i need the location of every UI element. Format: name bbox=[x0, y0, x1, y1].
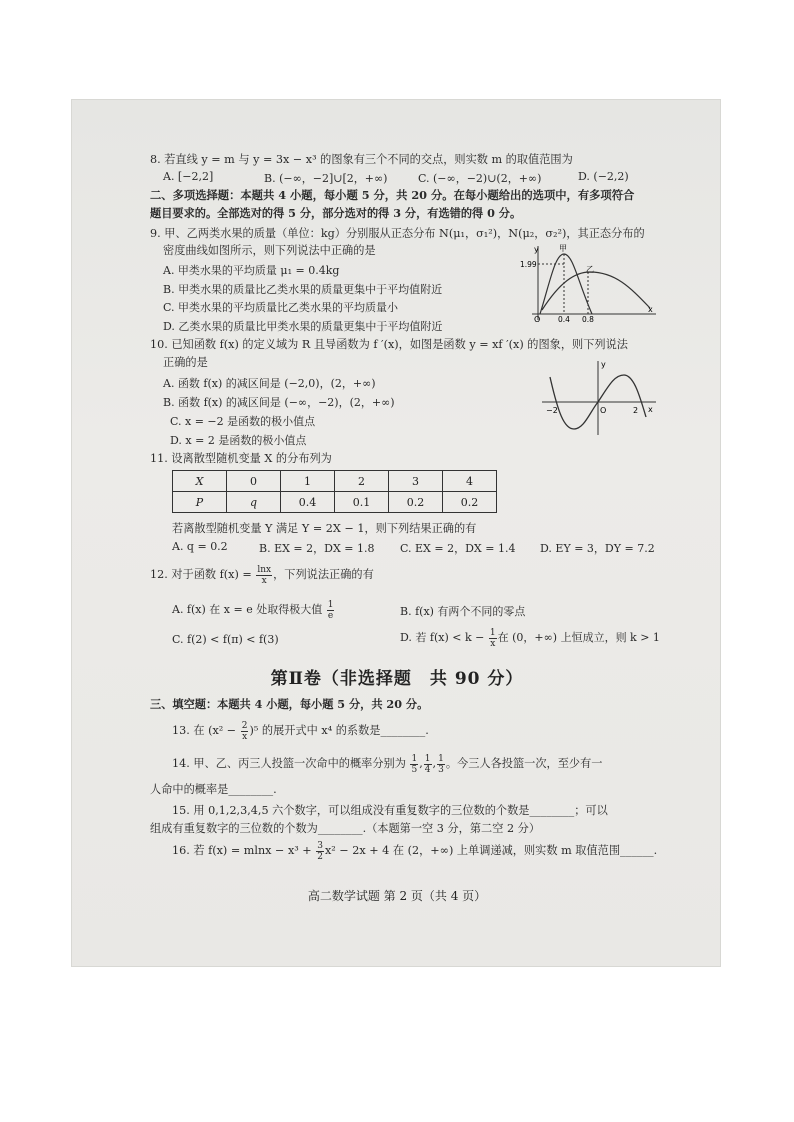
q13-text-a: 13. 在 (x² − bbox=[172, 724, 237, 737]
q16-num: 3 bbox=[317, 840, 323, 851]
q12-option-a-fraction bbox=[327, 600, 335, 621]
table-cell: 0.2 bbox=[389, 492, 443, 513]
q12-optD-num: 1 bbox=[489, 627, 496, 638]
q9-curve-label-yi: 乙 bbox=[586, 265, 594, 274]
q15-line1: 15. 用 0,1,2,3,4,5 六个数字，可以组成没有重复数字的三位数的个数是________；可以 bbox=[172, 804, 608, 817]
q11-distribution-table bbox=[172, 470, 497, 513]
q9-curve-yi bbox=[542, 272, 650, 310]
q13-num: 2 bbox=[241, 720, 248, 731]
table-cell: 0.4 bbox=[281, 492, 335, 513]
q10-x-tick-neg2: −2 bbox=[546, 406, 558, 415]
q9-option-d: D. 乙类水果的质量比甲类水果的质量更集中于平均值附近 bbox=[163, 320, 443, 333]
q10-option-a: A. 函数 f(x) 的减区间是 (−2,0)，(2，+∞) bbox=[163, 377, 376, 390]
q11-option-d: D. EY = 3，DY = 7.2 bbox=[540, 542, 655, 555]
q13-fraction bbox=[241, 721, 249, 742]
q10-x-label: x bbox=[648, 405, 653, 414]
table-cell: X bbox=[173, 471, 227, 492]
q12-option-b: B. f(x) 有两个不同的零点 bbox=[400, 605, 526, 618]
q9-x-tick-2: 0.8 bbox=[582, 315, 594, 322]
q14-f2-num: 1 bbox=[424, 753, 431, 764]
q14-f3-num: 1 bbox=[438, 753, 444, 764]
q12-option-d-text-a: D. 若 f(x) < k − bbox=[400, 631, 485, 644]
q12-stem-b: ，下列说法正确的有 bbox=[273, 568, 374, 581]
section2-line2: 题目要求的。全部选对的得 5 分，部分选对的得 3 分，有选错的得 0 分。 bbox=[150, 206, 522, 220]
q8-stem: 8. 若直线 y = m 与 y = 3x − x³ 的图象有三个不同的交点，则实数 m 的取值范围为 bbox=[150, 153, 573, 166]
q14-text-b: 。今三人各投篮一次，至少有一 bbox=[445, 757, 603, 770]
q11-stem: 11. 设离散型随机变量 X 的分布列为 bbox=[150, 452, 332, 465]
q12-option-d-fraction bbox=[489, 628, 497, 649]
q14-f1-den: 5 bbox=[411, 764, 418, 775]
q12-option-a bbox=[172, 598, 335, 622]
q14-fraction-1 bbox=[410, 754, 418, 775]
q9-y-label: y bbox=[534, 245, 539, 254]
q16-fraction bbox=[316, 841, 324, 862]
q9-stem-line1: 9. 甲、乙两类水果的质量（单位：kg）分别服从正态分布 N(μ₁，σ₁²)，N(μ₂，σ₂²)，其正态分布的 bbox=[150, 227, 645, 240]
q12-optD-den: x bbox=[490, 638, 496, 649]
table-cell: P bbox=[173, 492, 227, 513]
q9-normal-curve-graph bbox=[520, 242, 660, 322]
q14-f1-num: 1 bbox=[411, 753, 418, 764]
table-cell: 0.2 bbox=[443, 492, 497, 513]
q10-x-tick-2: 2 bbox=[633, 406, 639, 415]
q13 bbox=[172, 719, 429, 743]
q10-option-d: D. x = 2 是函数的极小值点 bbox=[170, 434, 307, 447]
table-cell: 3 bbox=[389, 471, 443, 492]
q14-text-a: 14. 甲、乙、丙三人投篮一次命中的概率分别为 bbox=[172, 757, 406, 770]
q12-stem-a: 12. 对于函数 f(x) = bbox=[150, 568, 252, 581]
table-row bbox=[173, 492, 497, 513]
q11-option-b: B. EX = 2，DX = 1.8 bbox=[259, 542, 375, 555]
q12-fraction bbox=[256, 565, 272, 586]
q14-line1: 14. 甲、乙、丙三人投篮一次命中的概率分别为 $\frac{1}{5}$ , $\frac{1}{4}$ , $\frac{1}{3}$ 。今三人各投篮一次，至少有一 bbox=[172, 753, 603, 775]
q9-option-b: B. 甲类水果的质量比乙类水果的质量更集中于平均值附近 bbox=[163, 283, 443, 296]
q16 bbox=[172, 839, 657, 863]
q8-option-c: C. (−∞，−2)∪(2，+∞) bbox=[418, 172, 542, 185]
q9-option-a: A. 甲类水果的平均质量 μ₁ = 0.4kg bbox=[163, 264, 340, 277]
q10-option-c: C. x = −2 是函数的极小值点 bbox=[170, 415, 316, 428]
q14-fraction-3 bbox=[437, 754, 445, 775]
q10-function-graph bbox=[540, 357, 660, 437]
table-cell: 0.1 bbox=[335, 492, 389, 513]
q12-optA-num: 1 bbox=[327, 599, 334, 610]
table-cell: 1 bbox=[281, 471, 335, 492]
q12-stem bbox=[150, 563, 374, 587]
q9-x-tick-1: 0.4 bbox=[558, 315, 570, 322]
q8-option-b: B. (−∞，−2]∪[2，+∞) bbox=[264, 172, 388, 185]
q12-option-a-text: A. f(x) 在 x = e 处取得极大值 bbox=[172, 603, 323, 616]
q12-option-c: C. f(2) < f(π) < f(3) bbox=[172, 633, 279, 646]
q12-frac-num: lnx bbox=[257, 564, 272, 575]
q16-text-a: 16. 若 f(x) = mlnx − x³ + bbox=[172, 844, 312, 857]
q9-x-label: x bbox=[648, 305, 653, 314]
q8-option-a: A. [−2,2] bbox=[163, 170, 214, 183]
q10-stem-line2: 正确的是 bbox=[163, 356, 208, 369]
q9-curve-jia bbox=[540, 254, 592, 314]
page-footer: 高二数学试题 第 2 页（共 4 页） bbox=[307, 889, 487, 903]
q9-option-c: C. 甲类水果的平均质量比乙类水果的平均质量小 bbox=[163, 301, 399, 314]
q11-option-c: C. EX = 2，DX = 1.4 bbox=[400, 542, 516, 555]
q9-curve-label-jia: 甲 bbox=[559, 244, 567, 253]
part2-title: 第Ⅱ卷（非选择题 共 90 分） bbox=[270, 669, 524, 689]
q11-stem-line2: 若离散型随机变量 Y 满足 Y = 2X − 1，则下列结果正确的有 bbox=[172, 522, 477, 535]
table-cell: 4 bbox=[443, 471, 497, 492]
q14-line2: 人命中的概率是________. bbox=[150, 783, 277, 796]
q12-optA-den: e bbox=[327, 610, 334, 621]
table-cell: 2 bbox=[335, 471, 389, 492]
q11-option-a: A. q = 0.2 bbox=[172, 540, 228, 553]
table-row bbox=[173, 471, 497, 492]
q9-y-tick: 1.99 bbox=[520, 260, 537, 269]
table-cell: q bbox=[227, 492, 281, 513]
q13-den: x bbox=[242, 731, 248, 742]
q9-stem-line2: 密度曲线如图所示，则下列说法中正确的是 bbox=[163, 244, 376, 257]
q10-y-label: y bbox=[601, 360, 606, 369]
q14-fraction-2 bbox=[424, 754, 432, 775]
q12-frac-den: x bbox=[261, 575, 267, 586]
q15-line2: 组成有重复数字的三位数的个数为________.（本题第一空 3 分，第二空 2 分） bbox=[150, 822, 541, 835]
q10-option-b: B. 函数 f(x) 的减区间是 (−∞，−2)，(2，+∞) bbox=[163, 396, 395, 409]
q14-f3-den: 3 bbox=[438, 764, 444, 775]
q10-stem-line1: 10. 已知函数 f(x) 的定义域为 R 且导函数为 f ′(x)，如图是函数 y = xf ′(x) 的图象，则下列说法 bbox=[150, 338, 628, 351]
q13-text-b: )⁵ 的展开式中 x⁴ 的系数是________. bbox=[249, 724, 429, 737]
table-cell: 0 bbox=[227, 471, 281, 492]
section2-line1: 二、多项选择题：本题共 4 小题，每小题 5 分，共 20 分。在每小题给出的选项中，有多项符合 bbox=[150, 188, 635, 202]
q16-den: 2 bbox=[317, 851, 323, 862]
q14-f2-den: 4 bbox=[424, 764, 431, 775]
q12-option-d bbox=[400, 626, 660, 650]
q8-option-d: D. (−2,2) bbox=[578, 170, 629, 183]
q16-text-b: x² − 2x + 4 在 (2，+∞) 上单调递减，则实数 m 取值范围______. bbox=[324, 844, 658, 857]
section3-title: 三、填空题：本题共 4 小题，每小题 5 分，共 20 分。 bbox=[150, 697, 429, 711]
q9-origin-label: O bbox=[534, 315, 541, 322]
q10-origin-label: O bbox=[600, 406, 607, 415]
q12-option-d-text-b: 在 (0，+∞) 上恒成立，则 k > 1 bbox=[497, 631, 660, 644]
